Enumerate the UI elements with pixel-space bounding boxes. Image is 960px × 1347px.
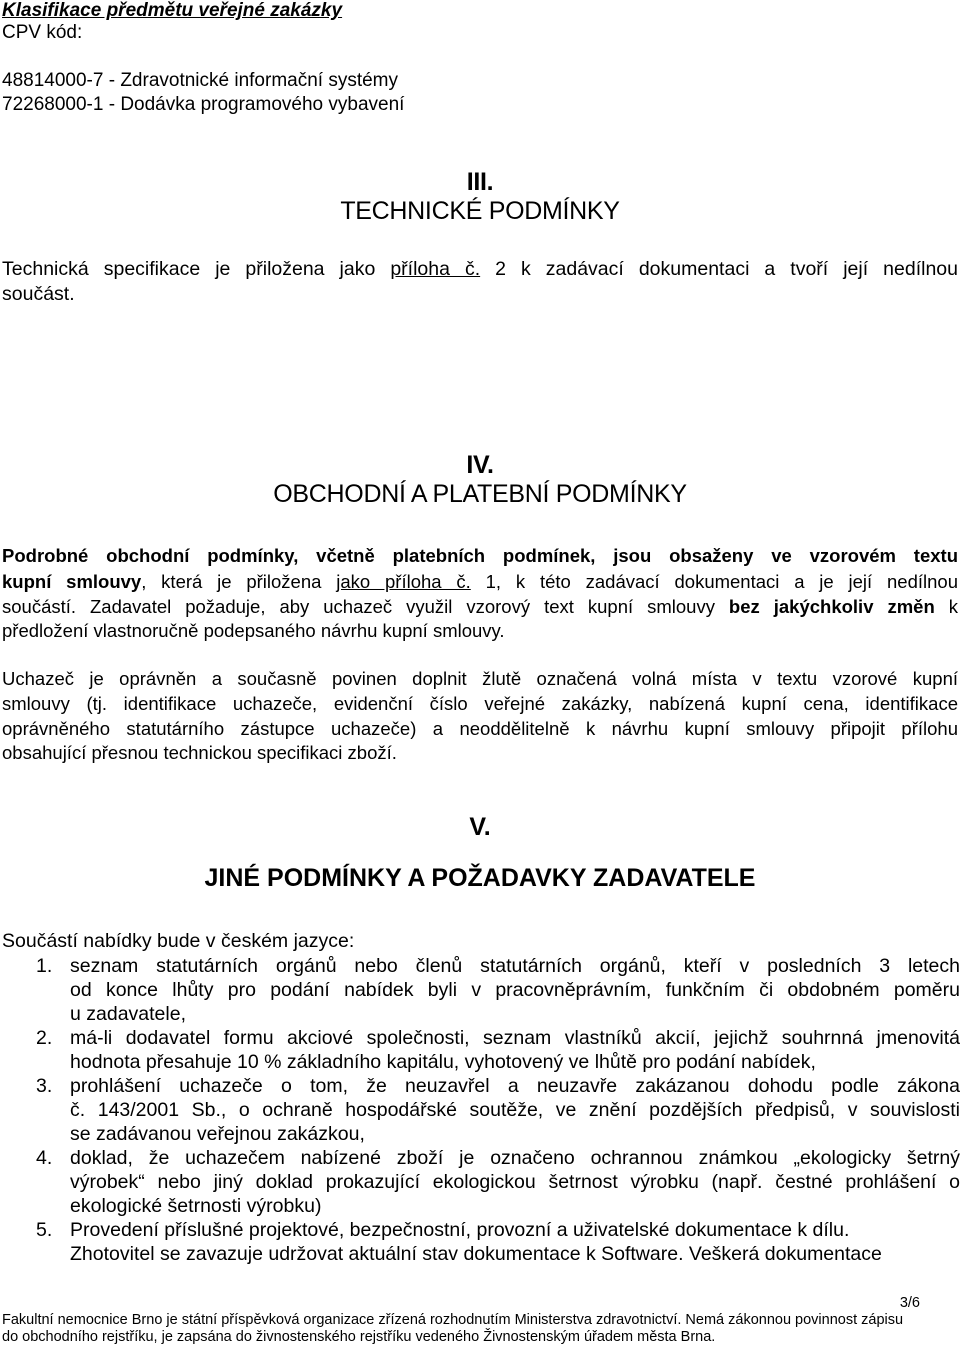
list-item-line: od konce lhůty pro podání nabídek byli v pracovněprávním, funkčním či obdobném poměru	[70, 979, 960, 1001]
footer-line1: Fakultní nemocnice Brno je státní příspěvková organizace zřízená rozhodnutím Ministerstva zdravotnictví. Nemá zákonnou povinnost zápisu	[2, 1312, 904, 1328]
section3-heading: TECHNICKÉ PODMÍNKY	[340, 197, 620, 225]
section4-p2-line3: oprávněného statutárního zástupce uchazeče) a neoddělitelně k návrhu kupní smlouvy připojit přílohu	[2, 718, 958, 739]
list-item-number: 2.	[36, 1027, 53, 1049]
section5-number: V.	[469, 813, 491, 841]
list-item-line: seznam statutárních orgánů nebo členů statutárních orgánů, kteří v posledních 3 letech	[70, 955, 960, 977]
list-item-line: prohlášení uchazeče o tom, že neuzavřel a neuzavře zakázanou dohodu podle zákona	[70, 1075, 960, 1097]
cpv-code-2: 72268000-1 - Dodávka programového vybavení	[2, 94, 405, 115]
list-item-number: 5.	[36, 1219, 53, 1241]
list-item-line: ekologické šetrnosti výrobku)	[70, 1195, 322, 1217]
list-item-line: hodnota přesahuje 10 % základního kapitálu, vyhotovený ve lhůtě pro podání nabídek,	[70, 1051, 816, 1073]
section4-p2-line4: obsahující přesnou technickou specifikaci zboží.	[2, 742, 397, 763]
section3-paragraph-line2: součást.	[2, 283, 75, 305]
list-item-line: výrobek“ nebo jiný doklad prokazující ekologickou šetrnost výrobku (např. čestné prohlášení o	[70, 1171, 960, 1193]
section4-p1-line1: Podrobné obchodní podmínky, včetně platebních podmínek, jsou obsaženy ve vzorovém textu	[2, 545, 958, 566]
section4-p2-line1: Uchazeč je oprávněn a současně povinen doplnit žlutě označená volná místa v textu vzorové kupní	[2, 668, 958, 689]
list-item-number: 3.	[36, 1075, 53, 1097]
section5-intro: Součástí nabídky bude v českém jazyce:	[2, 930, 355, 952]
list-item-number: 1.	[36, 955, 53, 977]
page-number: 3/6	[899, 1295, 920, 1311]
attachment-link[interactable]: příloha č.	[390, 258, 481, 280]
list-item-line: má-li dodavatel formu akciové společnosti, seznam vlastníků akcií, jejichž souhrnná jmenovitá	[70, 1027, 960, 1049]
list-item-line: u zadavatele,	[70, 1003, 187, 1025]
section3-paragraph-line1: Technická specifikace je přiložena jako příloha č. 2 k zadávací dokumentaci a tvoří její nedílnou	[2, 258, 958, 280]
list-item-line: doklad, že uchazečem nabízené zboží je označeno ochrannou známkou „ekologicky šetrný	[70, 1147, 960, 1169]
list-item-number: 4.	[36, 1147, 53, 1169]
section4-heading: OBCHODNÍ A PLATEBNÍ PODMÍNKY	[273, 480, 687, 508]
section4-p1-line4: předložení vlastnoručně podepsaného návrhu kupní smlouvy.	[2, 620, 505, 641]
attachment-link-2[interactable]: jako příloha č.	[336, 571, 471, 592]
classification-title: Klasifikace předmětu veřejné zakázky	[2, 0, 343, 21]
section3-number: III.	[466, 168, 494, 196]
list-item-line: č. 143/2001 Sb., o ochraně hospodářské soutěže, ve znění pozdějších předpisů, v souvislosti	[70, 1099, 960, 1121]
section4-p1-line2: kupní smlouvy, která je přiložena jako příloha č. 1, k této zadávací dokumentaci a je její nedílnou	[2, 571, 958, 592]
list-item-line: Zhotovitel se zavazuje udržovat aktuální stav dokumentace k Software. Veškerá dokumentace	[70, 1243, 882, 1265]
cpv-code-1: 48814000-7 - Zdravotnické informační systémy	[2, 70, 399, 91]
section5-heading: JINÉ PODMÍNKY A POŽADAVKY ZADAVATELE	[204, 864, 756, 892]
footer-line2: do obchodního rejstříku, je zapsána do živnostenského rejstříku vedeného Živnostenským úřadem města Brna.	[2, 1329, 716, 1345]
section4-number: IV.	[466, 451, 494, 479]
list-item-line: Provedení příslušné projektové, bezpečnostní, provozní a uživatelské dokumentace k dílu.	[70, 1219, 850, 1241]
cpv-label: CPV kód:	[2, 22, 83, 43]
section4-p2-line2: smlouvy (tj. identifikace uchazeče, evidenční číslo veřejné zakázky, nabízená kupní cena, identifikace	[2, 693, 958, 714]
section4-p1-line3: součástí. Zadavatel požaduje, aby uchazeč využil vzorový text kupní smlouvy bez jakýchkoliv změn k	[2, 596, 958, 617]
list-item-line: se zadávanou veřejnou zakázkou,	[70, 1123, 365, 1145]
